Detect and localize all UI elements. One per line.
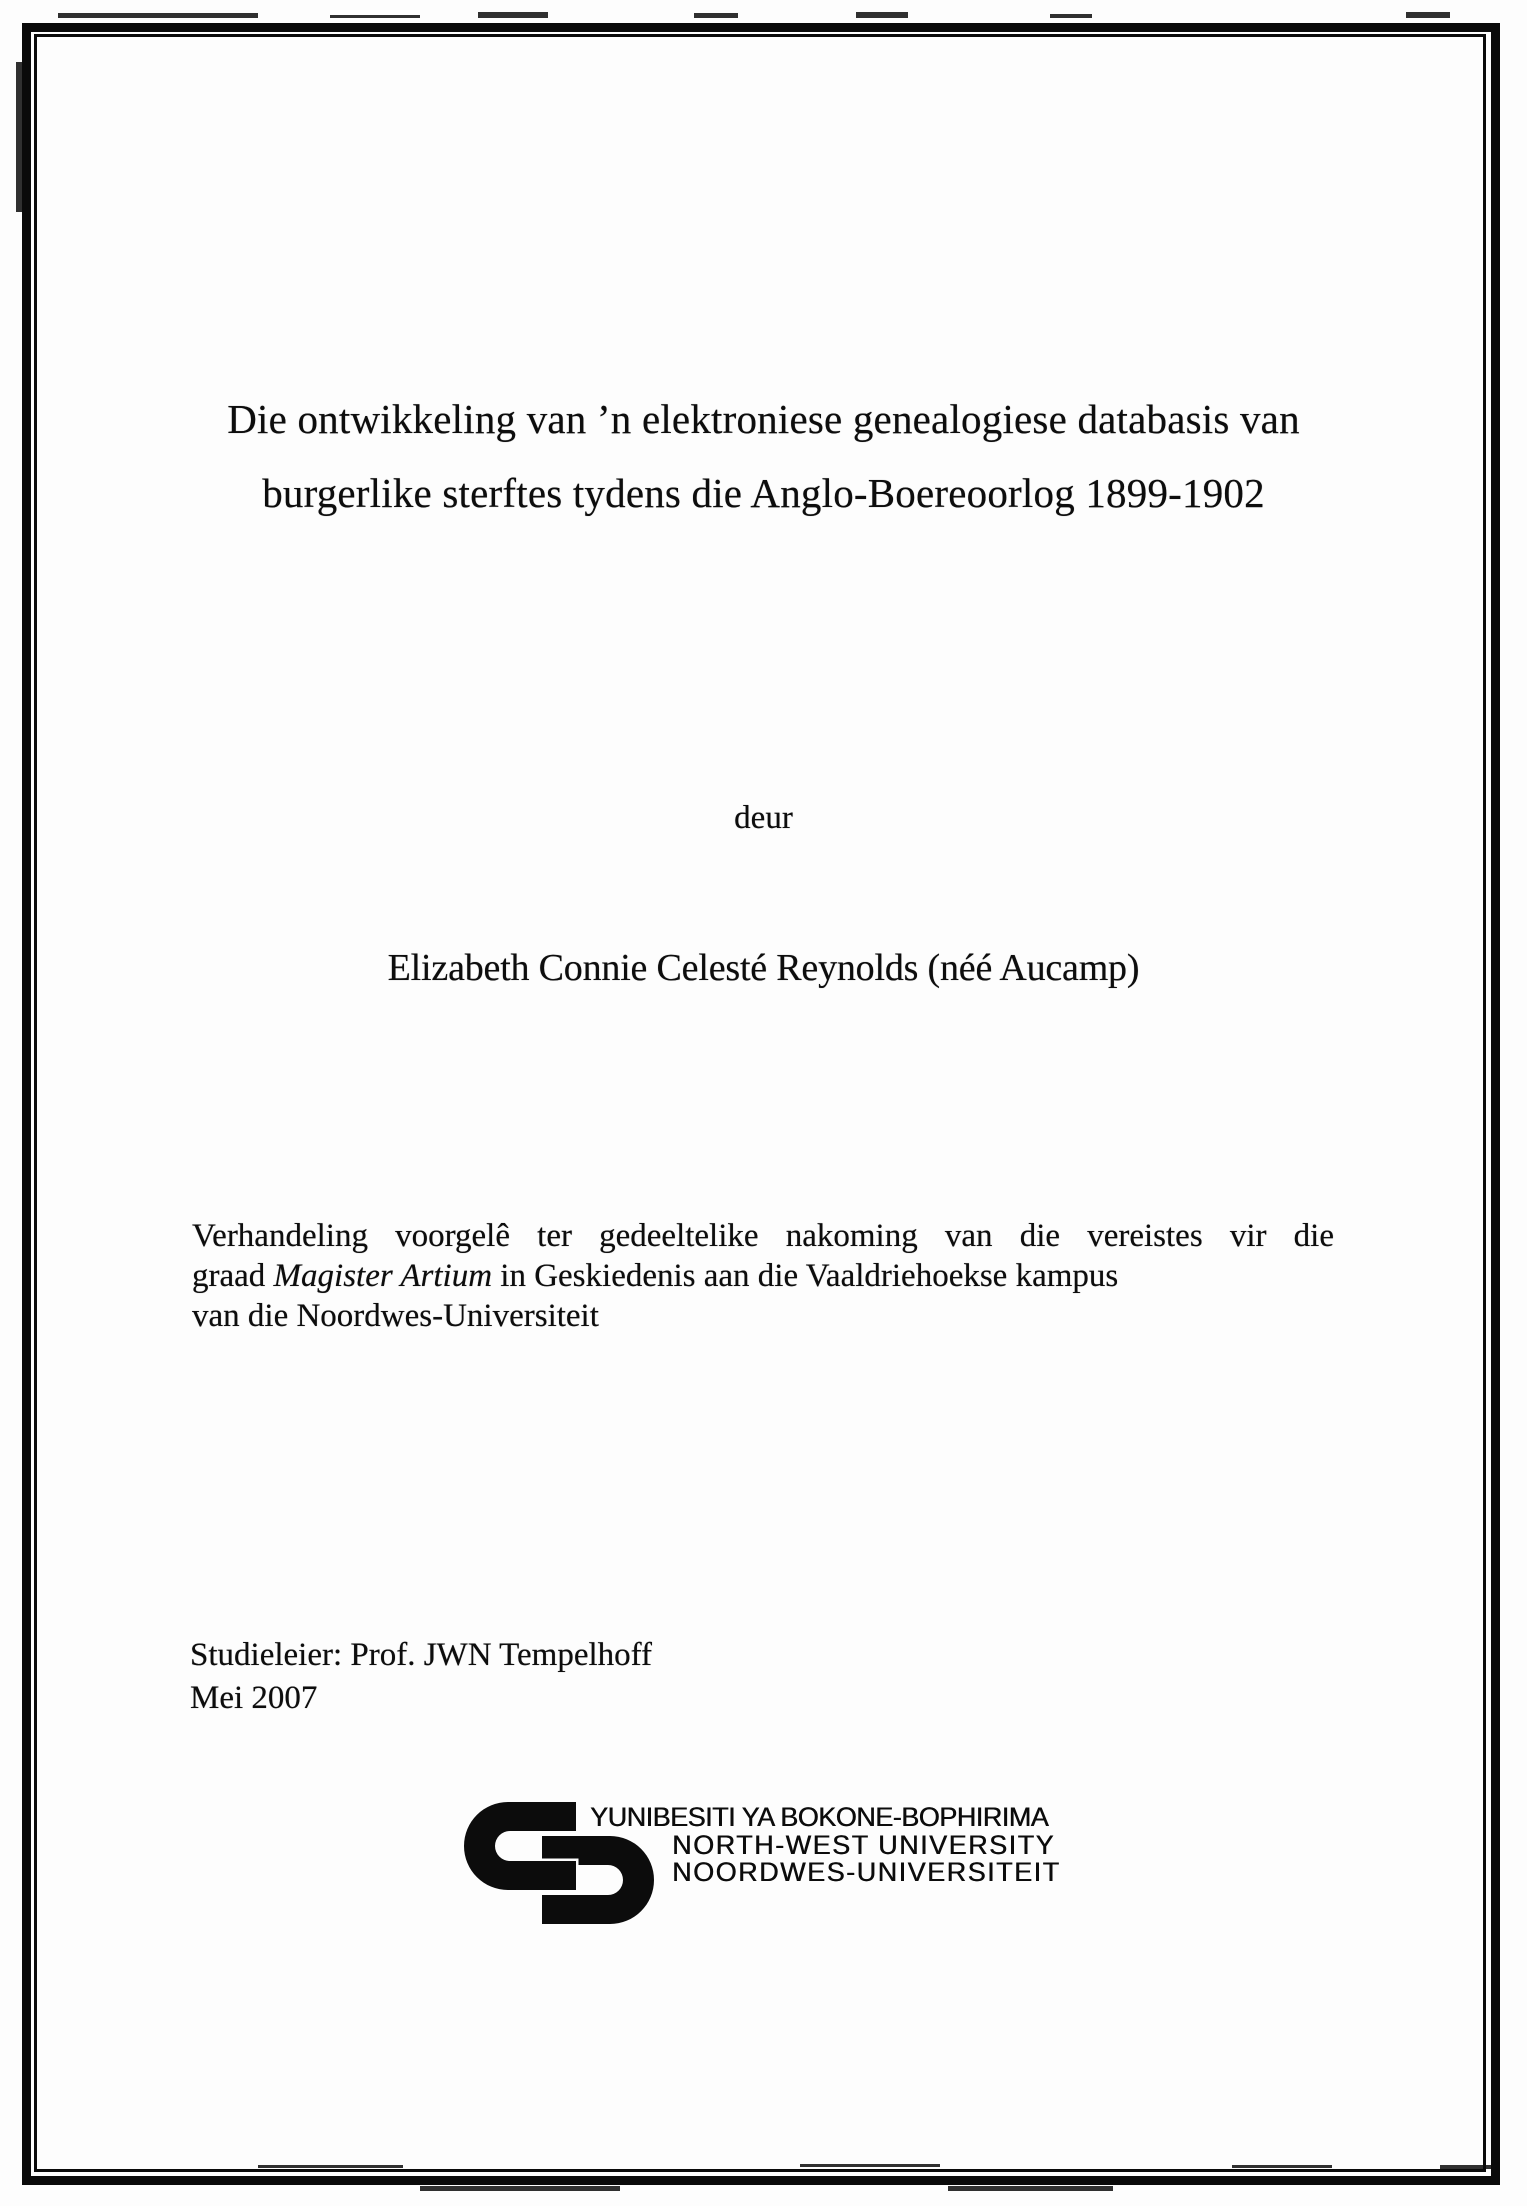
scan-artifact (800, 2164, 940, 2167)
supervisor-line: Studieleier: Prof. JWN Tempelhoff (190, 1637, 653, 1673)
scan-artifact (1050, 14, 1092, 18)
statement-line2-pre: graad (192, 1258, 274, 1294)
thesis-title-line1: Die ontwikkeling van ’n elektroniese genealogiese databasis van (227, 396, 1300, 442)
statement-line3: van die Noordwes-Universiteit (192, 1298, 599, 1334)
statement-line2-degree: Magister Artium (273, 1258, 493, 1294)
logo-text-afrikaans: NOORDWES-UNIVERSITEIT (672, 1857, 1061, 1887)
scan-artifact (1440, 2165, 1495, 2169)
byline-preposition: deur (734, 800, 793, 836)
statement-line1: Verhandeling voorgelê ter gedeeltelike nakoming van die vereistes vir die (192, 1218, 1334, 1254)
scan-artifact (58, 13, 258, 18)
thesis-statement (192, 1216, 1334, 1336)
logo-text-english: NORTH-WEST UNIVERSITY (672, 1830, 1056, 1860)
university-logo (464, 1800, 1084, 1935)
supervisor-block (190, 1634, 652, 1720)
scan-artifact (330, 15, 420, 18)
scan-artifact (856, 12, 908, 18)
scan-artifact (16, 62, 22, 212)
author-name: Elizabeth Connie Celesté Reynolds (néé Aucamp) (387, 947, 1140, 989)
logo-text-setswana: YUNIBESITI YA BOKONE-BOPHIRIMA (590, 1802, 1049, 1832)
scan-artifact (1406, 12, 1450, 18)
statement-line2-post: in Geskiedenis aan die Vaaldriehoekse kampus (492, 1258, 1119, 1294)
thesis-title (60, 382, 1467, 530)
scan-artifact (420, 2186, 620, 2191)
date-line: Mei 2007 (190, 1680, 318, 1716)
scan-artifact (258, 2165, 403, 2168)
scan-artifact (478, 12, 548, 18)
scan-artifact (948, 2186, 1113, 2191)
scan-artifact (1232, 2165, 1332, 2168)
statement-line2 (192, 1256, 1334, 1296)
thesis-title-line2: burgerlike sterftes tydens die Anglo-Boereoorlog 1899-1902 (262, 470, 1265, 516)
scan-artifact (694, 13, 738, 18)
